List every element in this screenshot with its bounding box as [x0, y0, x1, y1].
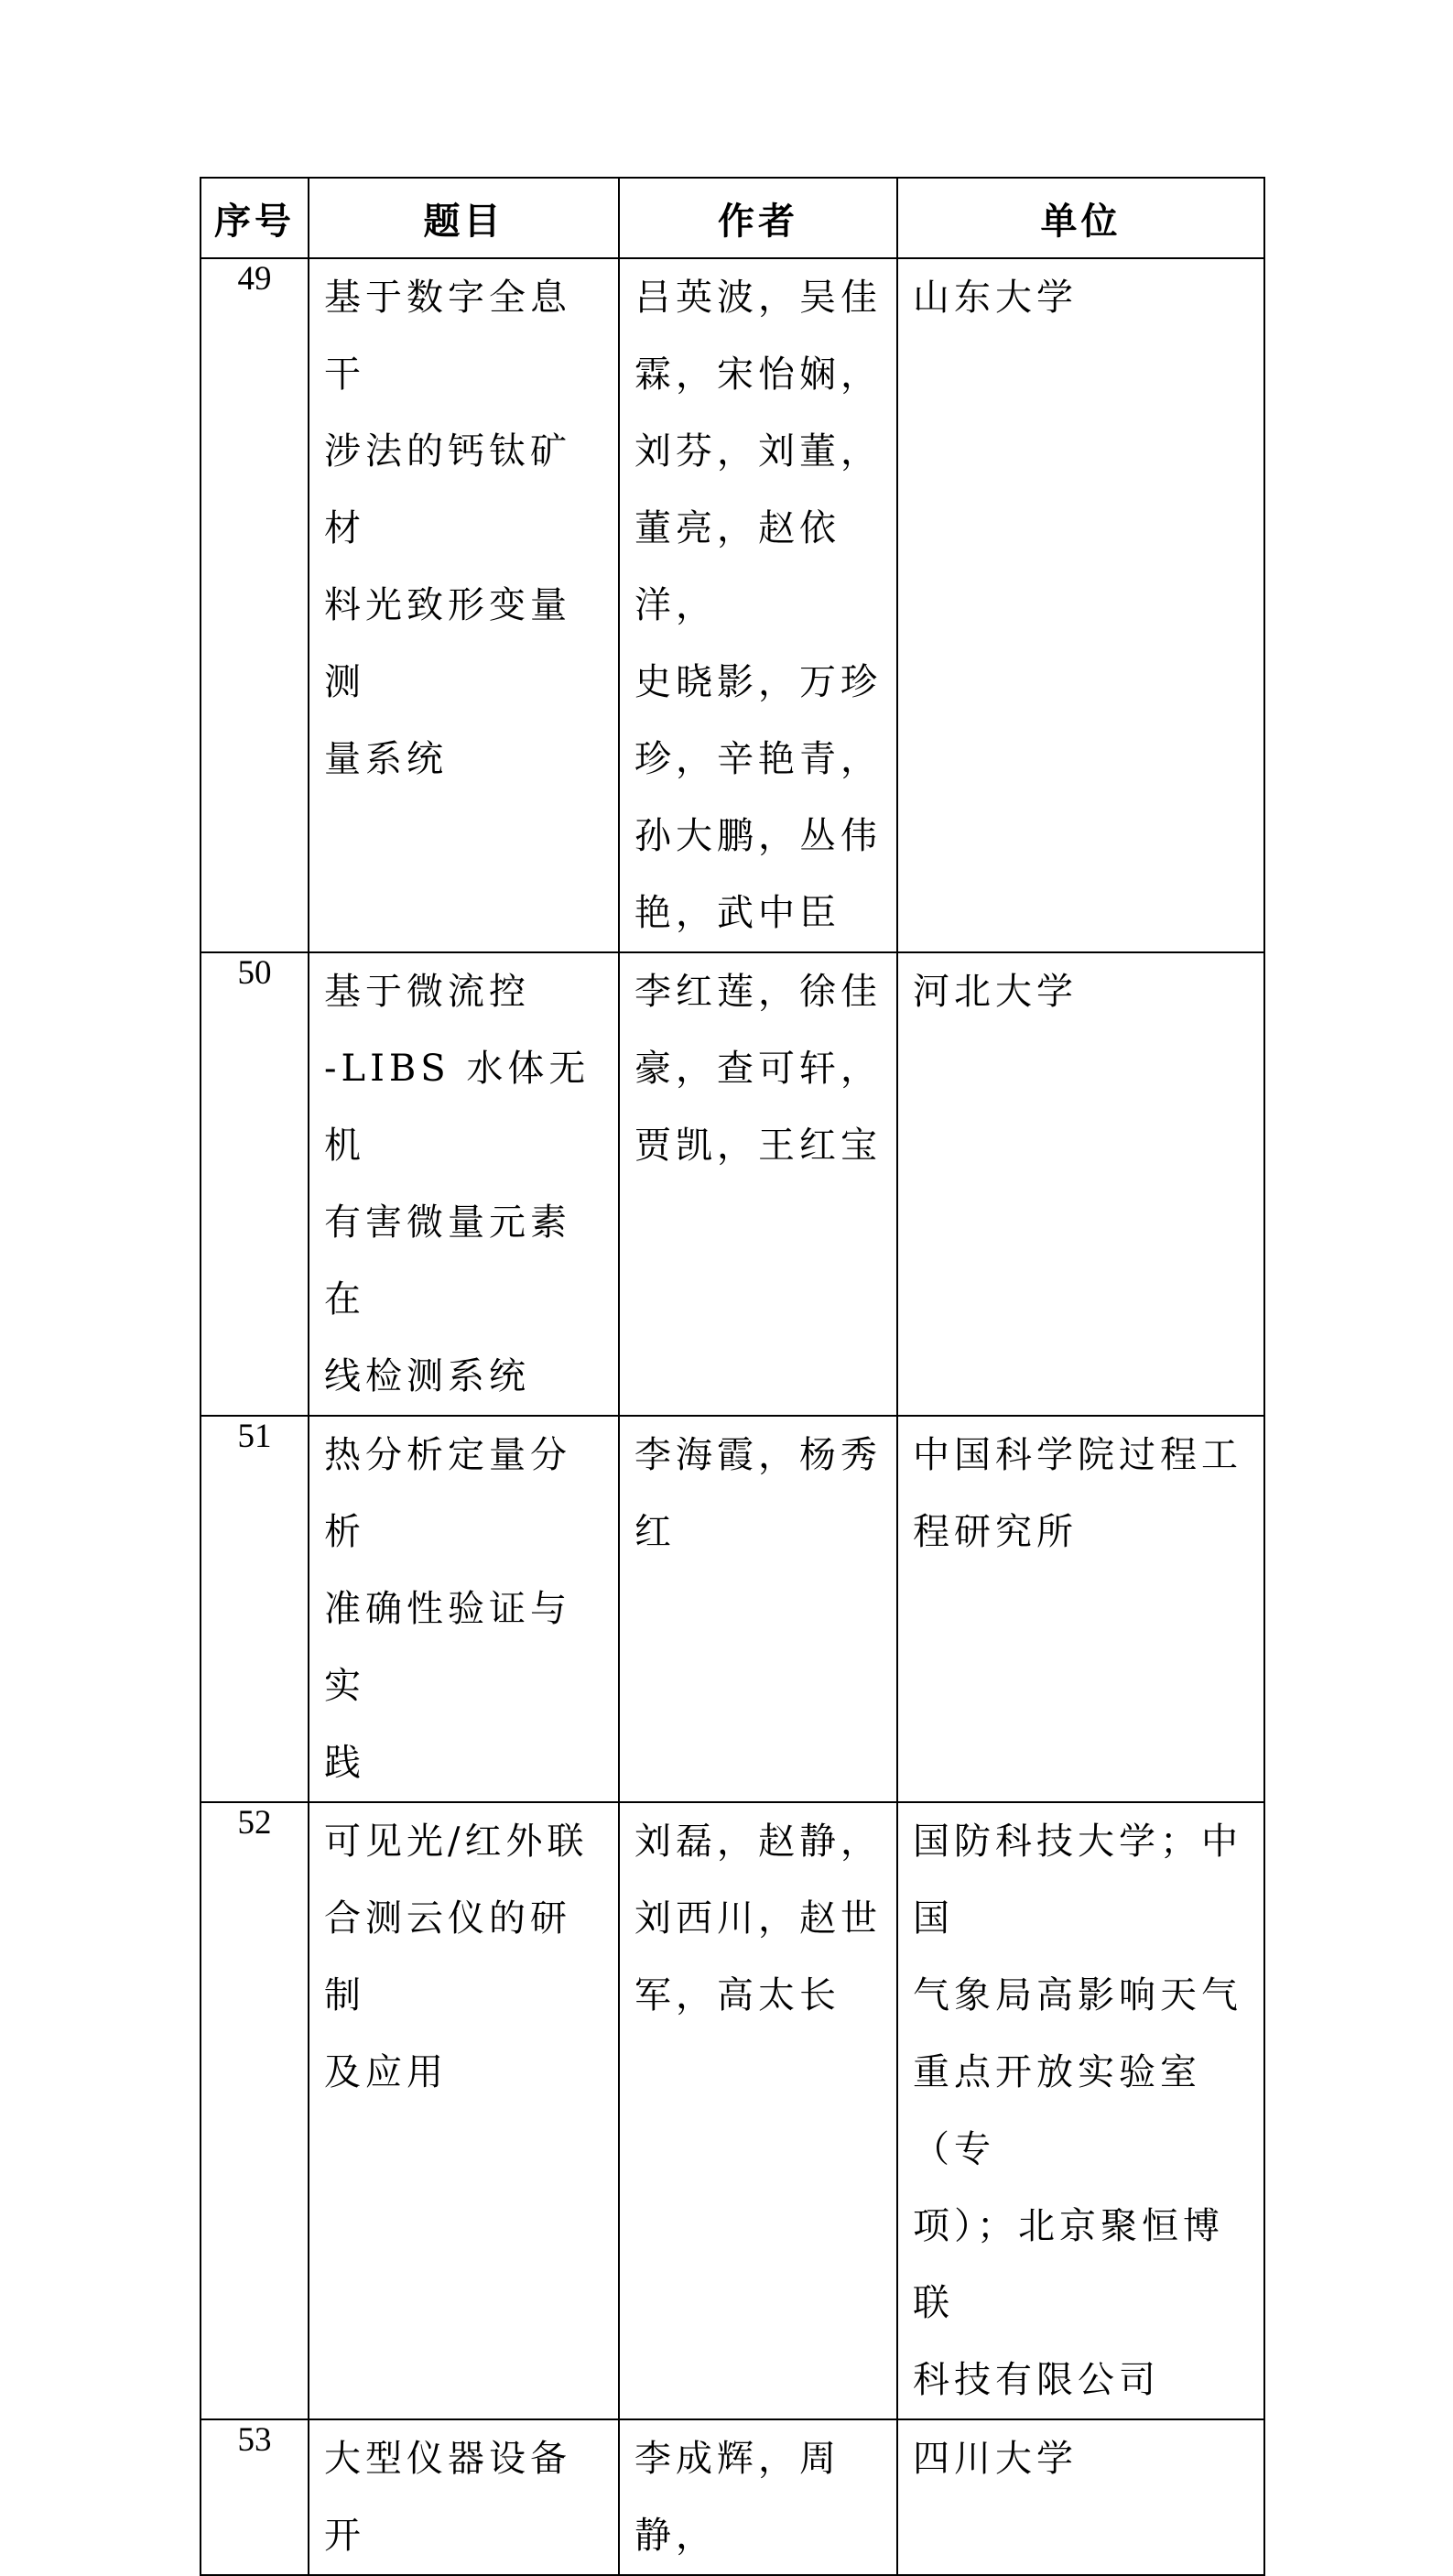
authors-cell — [619, 2419, 897, 2575]
authors-text: 吕英波，吴佳 霖，宋怡娴， 刘芬，刘董， 董亮，赵依洋， 史晓影，万珍 珍，辛艳青， 孙大鹏，丛伟 艳，武中臣 — [634, 277, 882, 934]
title-text: 基于微流控 -LIBS 水体无机 有害微量元素在 线检测系统 — [324, 971, 591, 1397]
unit-cell — [897, 1802, 1264, 2419]
authors-text: 李红莲，徐佳 豪，查可轩， 贾凯，王红宝 — [634, 971, 882, 1167]
unit-text: 四川大学 — [913, 2438, 1078, 2480]
authors-cell — [619, 1416, 897, 1802]
title-text: 热分析定量分析 准确性验证与实 践 — [324, 1434, 571, 1784]
title-text: 基于数字全息干 涉法的钙钛矿材 料光致形变量测 量系统 — [324, 277, 571, 780]
title-cell — [309, 952, 619, 1416]
header-title: 题目 — [309, 178, 619, 258]
table-row — [201, 2419, 1264, 2575]
header-no: 序号 — [201, 178, 309, 258]
unit-text: 河北大学 — [913, 971, 1078, 1013]
row-number: 50 — [201, 952, 309, 1416]
unit-cell — [897, 258, 1264, 952]
title-cell — [309, 2419, 619, 2575]
unit-cell — [897, 2419, 1264, 2575]
unit-text: 国防科技大学；中国 气象局高影响天气 重点开放实验室（专 项）；北京聚恒博联 科技有限公司 — [913, 1821, 1242, 2401]
authors-cell — [619, 1802, 897, 2419]
header-unit: 单位 — [897, 178, 1264, 258]
header-authors: 作者 — [619, 178, 897, 258]
unit-cell — [897, 952, 1264, 1416]
row-number: 53 — [201, 2419, 309, 2575]
award-table — [200, 177, 1265, 2576]
authors-text: 李成辉，周静， — [634, 2438, 840, 2557]
table-header-row — [201, 178, 1264, 258]
authors-cell — [619, 258, 897, 952]
row-number: 51 — [201, 1416, 309, 1802]
title-cell — [309, 258, 619, 952]
title-text: 可见光/红外联 合测云仪的研制 及应用 — [324, 1821, 589, 2093]
table-row — [201, 1416, 1264, 1802]
row-number: 49 — [201, 258, 309, 952]
authors-cell — [619, 952, 897, 1416]
unit-cell — [897, 1416, 1264, 1802]
unit-text: 山东大学 — [913, 277, 1078, 319]
table-row — [201, 258, 1264, 952]
title-cell — [309, 1416, 619, 1802]
table-row — [201, 952, 1264, 1416]
authors-text: 刘磊，赵静， 刘西川，赵世 军，高太长 — [634, 1821, 882, 2016]
authors-text: 李海霞，杨秀 红 — [634, 1434, 882, 1553]
unit-text: 中国科学院过程工 程研究所 — [913, 1434, 1242, 1553]
title-cell — [309, 1802, 619, 2419]
title-text: 大型仪器设备开 — [324, 2438, 571, 2557]
row-number: 52 — [201, 1802, 309, 2419]
table-row — [201, 1802, 1264, 2419]
